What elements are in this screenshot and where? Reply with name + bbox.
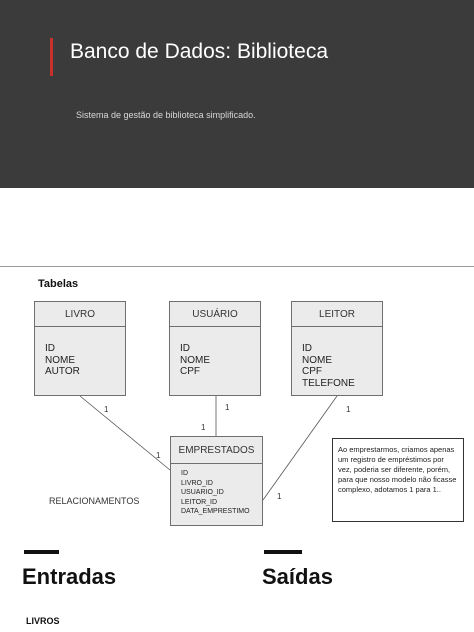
livros-heading: LIVROS [26, 616, 60, 626]
field: CPF [180, 366, 200, 377]
saidas-accent-bar [264, 550, 302, 554]
page-subtitle: Sistema de gestão de biblioteca simplificado. [76, 110, 256, 120]
field: CPF [302, 366, 322, 377]
field: ID [45, 343, 55, 354]
field: LEITOR_ID [181, 498, 218, 506]
entity-usuario-fields [180, 343, 210, 378]
relationships-label: RELACIONAMENTOS [49, 496, 140, 506]
entity-livro-name: LIVRO [35, 302, 125, 327]
tables-label: Tabelas [38, 278, 79, 290]
entradas-heading: Entradas [22, 564, 117, 589]
entradas-accent-bar [24, 550, 59, 554]
field: LIVRO_ID [181, 479, 213, 487]
entity-usuario [169, 301, 261, 396]
entity-leitor [291, 301, 383, 396]
note-box: Ao emprestarmos, criamos apenas um registro de empréstimos por vez, poderia ser diferente, porém, para que nosso modelo não ficasse complexo, adotamos 1 para 1.. [332, 438, 464, 522]
saidas-heading: Saídas [262, 564, 333, 589]
field: ID [180, 343, 190, 354]
entity-livro-fields [45, 343, 80, 378]
entity-emprestados [170, 436, 263, 526]
entity-emprestados-name: EMPRESTADOS [171, 437, 262, 464]
field: ID [181, 470, 188, 477]
field: NOME [180, 354, 210, 366]
entity-leitor-name: LEITOR [292, 302, 382, 327]
entity-livro [34, 301, 126, 396]
field: TELEFONE [302, 377, 355, 389]
field: DATA_EMPRESTIMO [181, 508, 250, 515]
cardinality-emprestados-right: 1 [277, 492, 282, 501]
page-title: Banco de Dados: Biblioteca [70, 40, 328, 63]
line-leitor-emprestados [263, 396, 337, 500]
field: NOME [302, 354, 332, 366]
cardinality-leitor: 1 [346, 405, 351, 414]
field: NOME [45, 354, 75, 366]
field: USUARIO_ID [181, 489, 224, 496]
cardinality-livro: 1 [104, 405, 109, 414]
cardinality-usuario-top: 1 [225, 403, 230, 412]
entity-usuario-name: USUÁRIO [170, 302, 260, 327]
field: AUTOR [45, 366, 80, 377]
entity-leitor-fields [302, 343, 355, 389]
entity-emprestados-fields [181, 469, 250, 517]
cardinality-usuario-bottom: 1 [201, 423, 206, 432]
cardinality-emprestados-left: 1 [156, 451, 161, 460]
field: ID [302, 343, 312, 354]
